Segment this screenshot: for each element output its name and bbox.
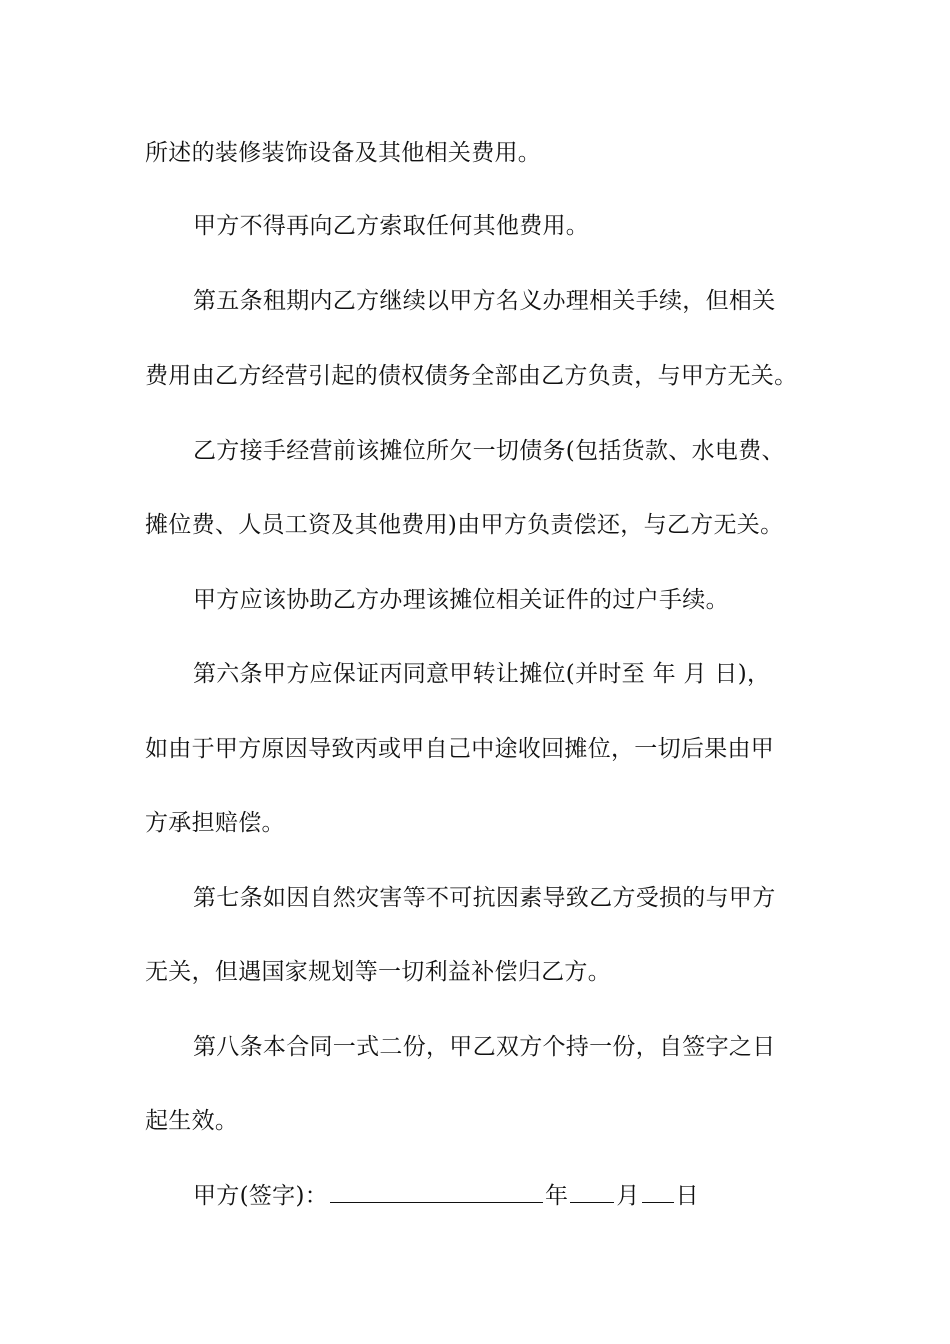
- paragraph-line: 摊位费、人员工资及其他费用)由甲方负责偿还，与乙方无关。: [145, 512, 784, 538]
- paragraph-line: 如由于甲方原因导致丙或甲自己中途收回摊位，一切后果由甲: [145, 736, 775, 762]
- signature-blank: [330, 1182, 543, 1203]
- paragraph-line: 甲方应该协助乙方办理该摊位相关证件的过户手续。: [193, 587, 729, 613]
- paragraph-line: 第五条租期内乙方继续以甲方名义办理相关手续，但相关: [193, 288, 776, 314]
- day-label: 日: [675, 1183, 699, 1209]
- signature-line: [193, 1181, 699, 1211]
- month-blank: [570, 1182, 614, 1203]
- paragraph-line: 方承担赔偿。: [145, 810, 285, 836]
- paragraph-line: 所述的装修装饰设备及其他相关费用。: [145, 140, 542, 166]
- signature-label: 甲方(签字)：: [193, 1183, 329, 1209]
- month-label: 月: [616, 1183, 640, 1209]
- paragraph-line: 费用由乙方经营引起的债权债务全部由乙方负责，与甲方无关。: [145, 363, 798, 389]
- day-blank: [642, 1182, 674, 1203]
- paragraph-line: 起生效。: [145, 1108, 239, 1134]
- paragraph-line: 第八条本合同一式二份，甲乙双方个持一份，自签字之日: [193, 1034, 776, 1060]
- paragraph-line: 第六条甲方应保证丙同意甲转让摊位(并时至 年 月 日)，: [193, 661, 771, 687]
- paragraph-line: 乙方接手经营前该摊位所欠一切债务(包括货款、水电费、: [193, 438, 785, 464]
- paragraph-line: 第七条如因自然灾害等不可抗因素导致乙方受损的与甲方: [193, 885, 776, 911]
- paragraph-line: 甲方不得再向乙方索取任何其他费用。: [193, 213, 590, 239]
- year-label: 年: [545, 1183, 569, 1209]
- paragraph-line: 无关，但遇国家规划等一切利益补偿归乙方。: [145, 959, 611, 985]
